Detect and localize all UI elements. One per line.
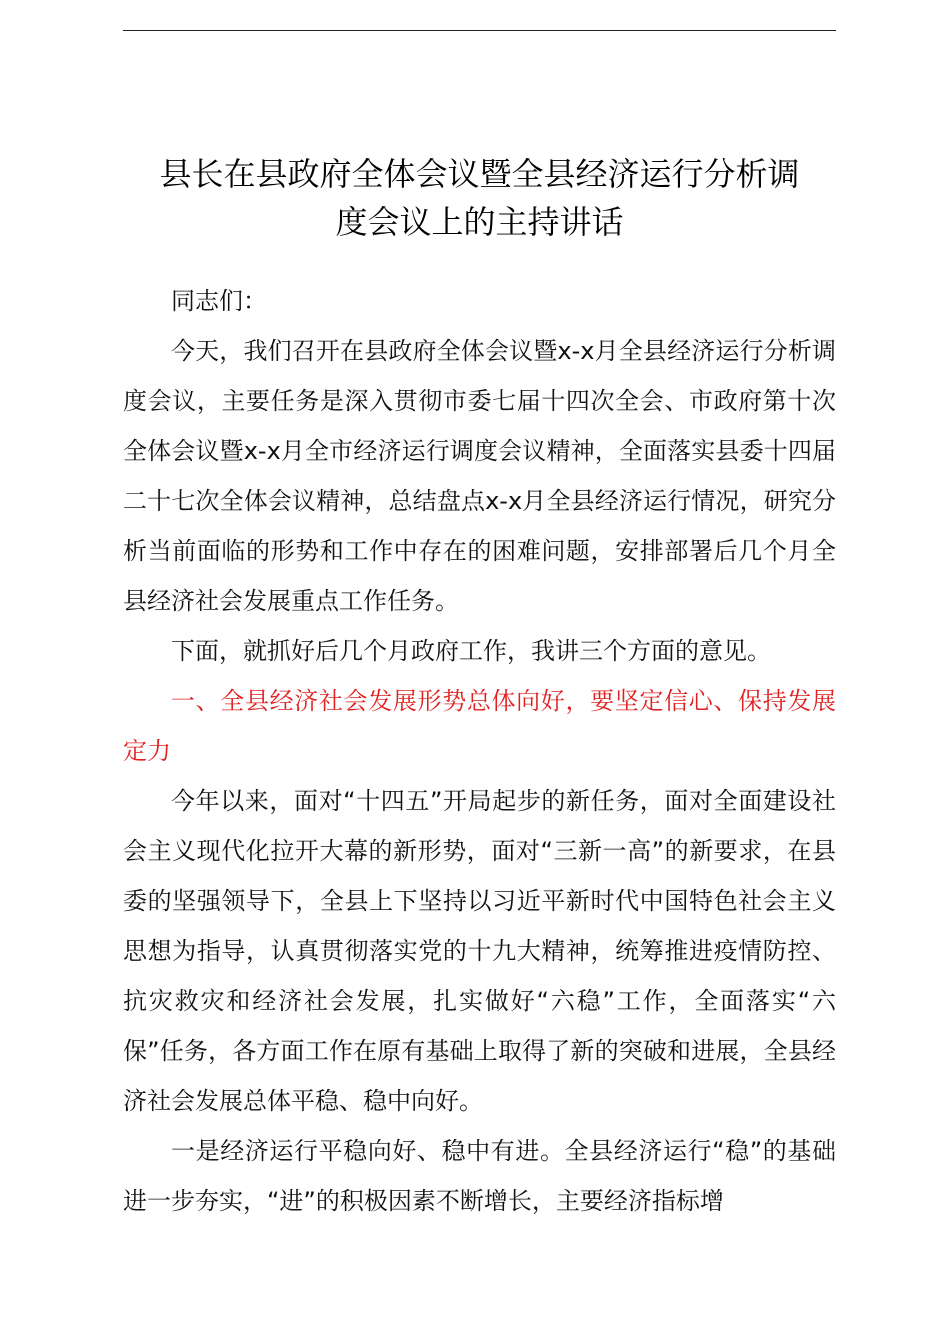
title-line-2: 度会议上的主持讲话	[335, 203, 624, 241]
document-title	[123, 150, 836, 246]
paragraph-situation: 今年以来，面对“十四五”开局起步的新任务，面对全面建设社会主义现代化拉开大幕的新形势，面对“三新一高”的新要求，在县委的坚强领导下，全县上下坚持以习近平新时代中国特色社会主义思想为指导，认真贯彻落实党的十九大精神，统筹推进疫情防控、抗灾救灾和经济社会发展，扎实做好“六稳”工作，全面落实“六保”任务，各方面工作在原有基础上取得了新的突破和进展，全县经济社会发展总体平稳、稳中向好。	[123, 787, 836, 1115]
salutation: 同志们：	[171, 287, 267, 315]
paragraph-intro: 今天，我们召开在县政府全体会议暨x-x月全县经济运行分析调度会议，主要任务是深入贯彻市委七届十四次全会、市政府第十次全体会议暨x-x月全市经济运行调度会议精神，全面落实县委十四届二十七次全体会议精神，总结盘点x-x月全县经济运行情况，研究分析当前面临的形势和工作中存在的困难问题，安排部署后几个月全县经济社会发展重点工作任务。	[123, 337, 836, 615]
paragraph-point-1: 一是经济运行平稳向好、稳中有进。全县经济运行“稳”的基础进一步夯实，“进”的积极因素不断增长，主要经济指标增	[123, 1137, 836, 1215]
top-rule	[123, 30, 836, 31]
section-heading-1: 一、全县经济社会发展形势总体向好，要坚定信心、保持发展定力	[123, 687, 836, 765]
paragraph-outline: 下面，就抓好后几个月政府工作，我讲三个方面的意见。	[171, 637, 771, 665]
title-line-1: 县长在县政府全体会议暨全县经济运行分析调	[159, 155, 800, 193]
document-body	[123, 276, 836, 1226]
